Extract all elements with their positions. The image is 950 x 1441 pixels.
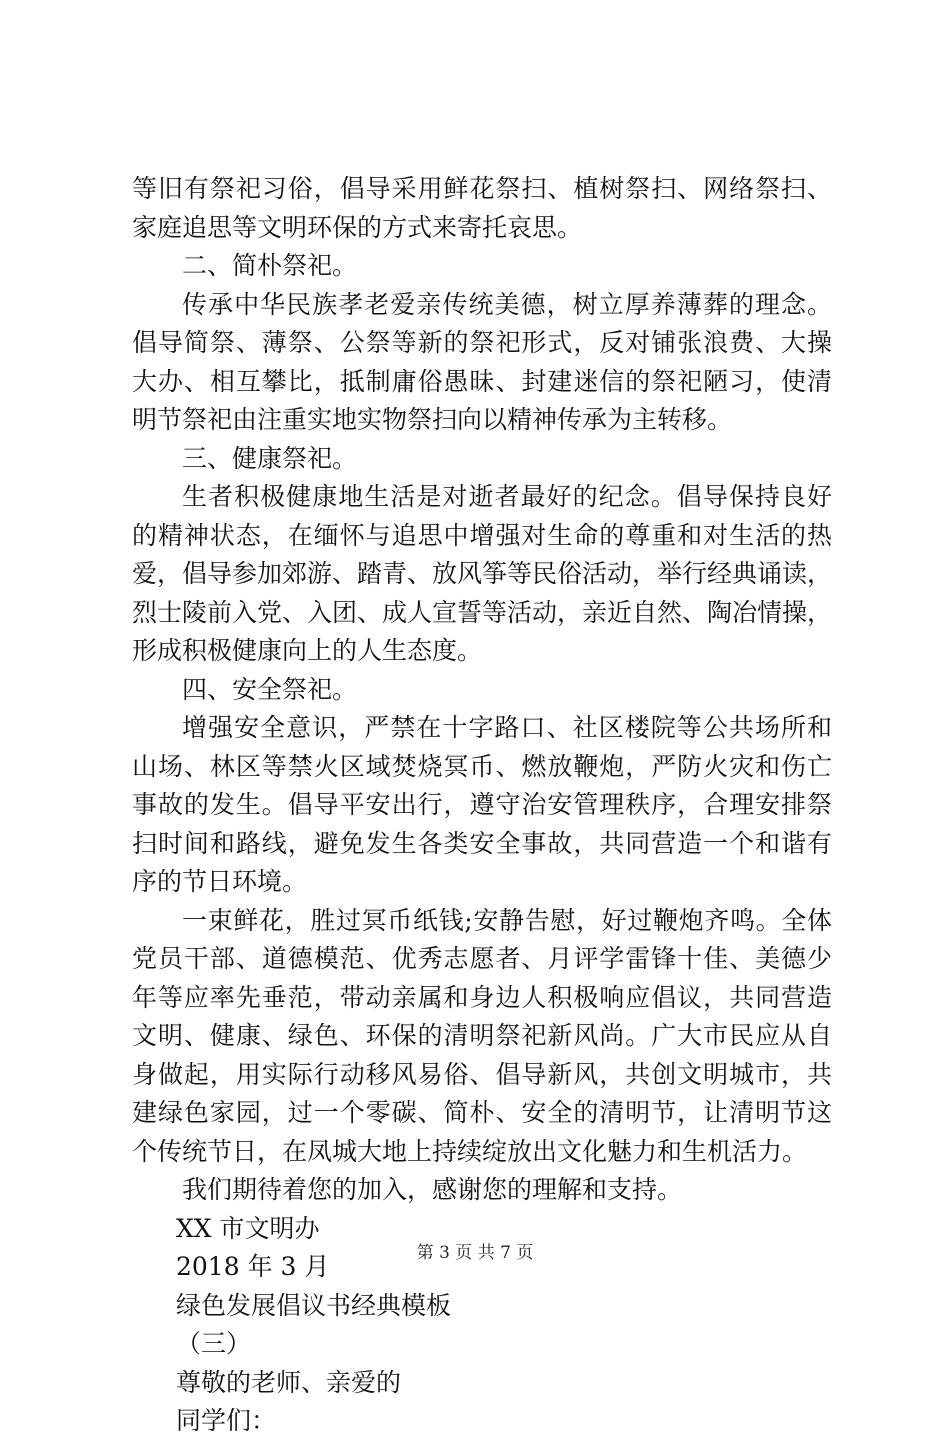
text-line: 扫时间和路线，避免发生各类安全事故，共同营造一个和谐有 [132, 828, 832, 858]
text-line: 家庭追思等文明环保的方式来寄托哀思。 [132, 212, 583, 242]
text-line: 绿色发展倡议书经典模板 [176, 1290, 452, 1320]
text-line: 三、健康祭祀。 [182, 443, 358, 473]
text-line: 生者积极健康地生活是对逝者最好的纪念。倡导保持良好 [182, 482, 832, 511]
text-line: 增强安全意识，严禁在十字路口、社区楼院等公共场所和 [182, 713, 832, 742]
text-line: 我们期待着您的加入，感谢您的理解和支持。 [182, 1175, 683, 1204]
text-line: 年等应率先垂范，带动亲属和身边人积极响应倡议，共同营造 [132, 982, 832, 1012]
text-line: 明节祭祀由注重实地实物祭扫向以精神传承为主转移。 [132, 405, 733, 434]
text-line: 个传统节日，在凤城大地上持续绽放出文化魅力和生机活力。 [132, 1136, 808, 1166]
text-line: 传承中华民族孝老爱亲传统美德，树立厚养薄葬的理念。 [182, 289, 832, 319]
text-line: 二、简朴祭祀。 [182, 251, 358, 280]
text-line: 身做起，用实际行动移风易俗、倡导新风，共创文明城市，共 [132, 1059, 832, 1089]
text-line: XX 市文明办 [176, 1213, 320, 1243]
text-line: 等旧有祭祀习俗，倡导采用鲜花祭扫、植树祭扫、网络祭扫、 [132, 174, 832, 203]
text-line: 形成积极健康向上的人生态度。 [132, 636, 483, 665]
text-line: 大办、相互攀比，抵制庸俗愚昧、封建迷信的祭祀陋习，使清 [132, 366, 832, 396]
text-line: 党员干部、道德模范、优秀志愿者、月评学雷锋十佳、美德少 [132, 944, 832, 973]
text-line: 倡导简祭、薄祭、公祭等新的祭祀形式，反对铺张浪费、大操 [132, 328, 832, 357]
page-footer: 第 3 页 共 7 页 [416, 1243, 534, 1263]
text-line: 山场、林区等禁火区域焚烧冥币、燃放鞭炮，严防火灾和伤亡 [132, 751, 832, 781]
text-line: 文明、健康、绿色、环保的清明祭祀新风尚。广大市民应从自 [132, 1021, 832, 1050]
text-line: 爱，倡导参加郊游、踏青、放风筝等民俗活动，举行经典诵读， [132, 559, 832, 588]
text-line: 事故的发生。倡导平安出行，遵守治安管理秩序，合理安排祭 [132, 790, 832, 819]
text-line: 序的节日环境。 [132, 867, 308, 896]
text-line: 烈士陵前入党、入团、成人宣誓等活动，亲近自然、陶冶情操， [132, 597, 832, 627]
text-line: 四、安全祭祀。 [182, 674, 358, 704]
text-line: 一束鲜花，胜过冥币纸钱;安静告慰，好过鞭炮齐鸣。全体 [182, 905, 832, 935]
text-line: 建绿色家园，过一个零碳、简朴、安全的清明节，让清明节这 [132, 1098, 832, 1127]
text-line: 尊敬的老师、亲爱的 [176, 1367, 402, 1397]
text-line: （三） [176, 1329, 252, 1358]
text-line: 的精神状态，在缅怀与追思中增强对生命的尊重和对生活的热 [132, 520, 832, 550]
text-line: 2018 年 3 月 [176, 1252, 330, 1281]
text-line: 同学们： [176, 1406, 277, 1435]
